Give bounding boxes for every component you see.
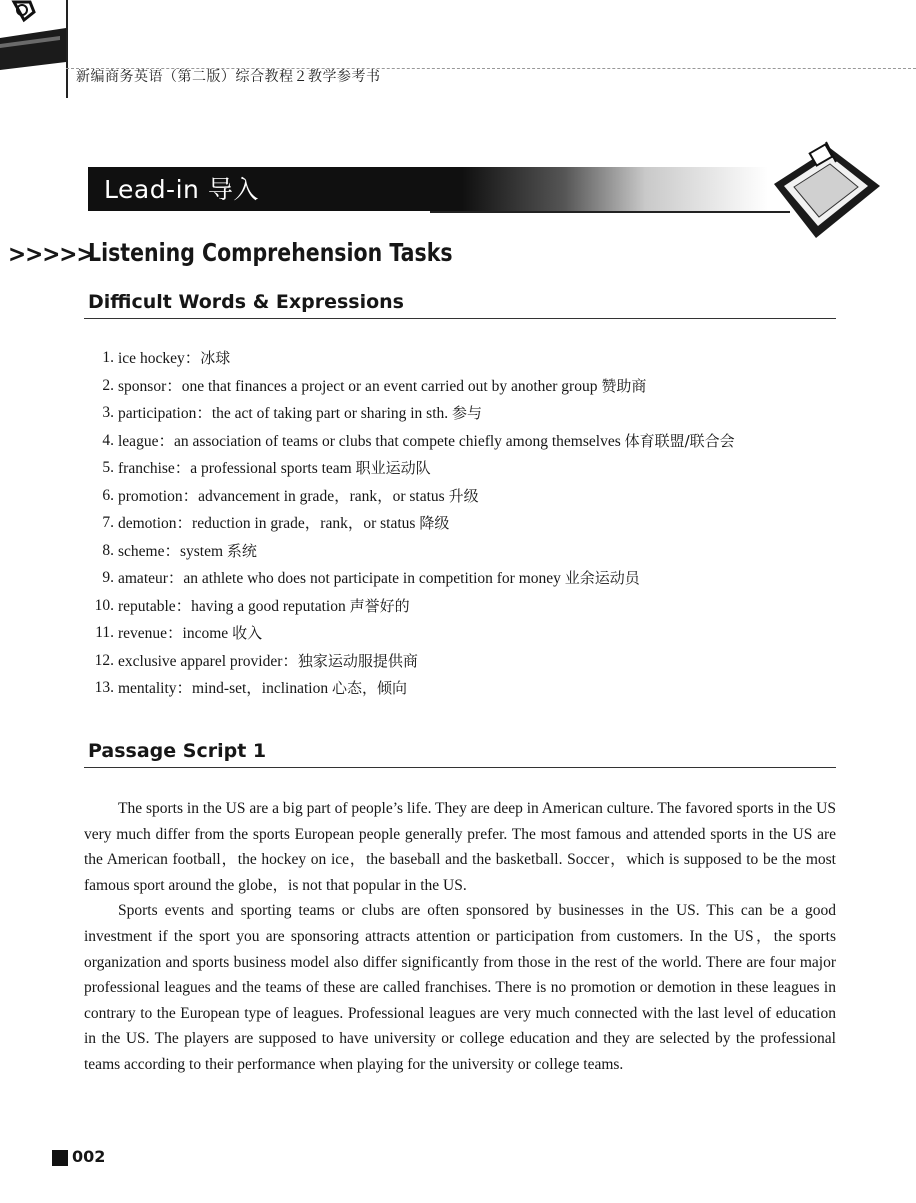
- word-translation: 降级: [419, 514, 450, 532]
- word-item: [92, 345, 852, 373]
- word-translation: 声誉好的: [349, 596, 410, 615]
- word-definition: league：an association of teams or clubs that compete chiefly among themselves: [118, 432, 625, 450]
- word-definition: sponsor：one that finances a project or an event carried out by another group: [118, 377, 602, 395]
- word-translation: 体育联盟/联合会: [624, 431, 735, 450]
- page-marker-icon: [52, 1150, 68, 1166]
- word-number: 8.: [102, 541, 114, 559]
- word-number: 11.: [95, 624, 114, 641]
- difficult-words-rule: [84, 318, 836, 319]
- word-list: [92, 345, 852, 703]
- page-number: 002: [72, 1147, 106, 1166]
- word-definition: promotion：advancement in grade，rank，or status: [118, 487, 449, 505]
- word-translation: 收入: [232, 624, 263, 642]
- word-number: 4.: [102, 431, 114, 449]
- passage-rule: [84, 767, 836, 768]
- difficult-words-heading: Difficult Words & Expressions: [88, 291, 404, 313]
- word-number: 12.: [94, 651, 114, 669]
- word-translation: 系统: [226, 541, 257, 560]
- word-item: [92, 373, 852, 401]
- word-definition: amateur：an athlete who does not participate in competition for money: [118, 570, 565, 587]
- passage-paragraph: The sports in the US are a big part of people’s life. They are deep in American culture. The favored sports in the US very much differ from the sports European people generally prefer. The most famous and attended sports in the US are the American football，the hockey on ice，the baseball and the basketball. Soccer，which is supposed to be the most famous sport around the globe，is not that popular in the US.: [84, 800, 836, 894]
- tablet-device-icon: [760, 140, 885, 250]
- word-translation: 独家运动服提供商: [297, 651, 418, 670]
- word-item: [92, 648, 852, 676]
- word-item: [92, 483, 852, 511]
- word-definition: reputable：having a good reputation: [118, 597, 350, 615]
- word-item: [92, 538, 852, 566]
- header-divider-vertical: [66, 0, 68, 98]
- word-item: [92, 455, 852, 483]
- word-translation: 冰球: [200, 349, 231, 367]
- section-title: Listening Comprehension Tasks: [88, 238, 453, 267]
- word-definition: ice hockey：: [118, 350, 201, 367]
- passage-heading: Passage Script 1: [88, 740, 267, 762]
- word-definition: demotion：reduction in grade，rank，or status: [118, 515, 420, 532]
- section-arrows-icon: >>>>>: [8, 240, 94, 268]
- word-number: 9.: [102, 569, 114, 586]
- word-translation: 参与: [452, 404, 483, 422]
- word-item: [92, 620, 852, 648]
- word-number: 13.: [94, 679, 114, 696]
- word-definition: mentality：mind-set，inclination: [118, 680, 332, 697]
- word-item: [92, 400, 852, 428]
- word-translation: 心态，倾向: [331, 679, 407, 697]
- word-number: 6.: [102, 486, 114, 504]
- word-number: 10.: [94, 596, 114, 614]
- word-translation: 升级: [448, 486, 479, 505]
- banner-underline: [430, 211, 790, 213]
- lead-in-title: Lead-in 导入: [104, 175, 259, 204]
- word-item: [92, 675, 852, 703]
- word-item: [92, 510, 852, 538]
- word-definition: scheme：system: [118, 542, 227, 560]
- corner-logo-icon: [0, 0, 70, 84]
- word-number: 7.: [102, 514, 114, 531]
- word-translation: 赞助商: [601, 376, 647, 395]
- word-number: 2.: [102, 376, 114, 394]
- word-item: [92, 565, 852, 593]
- word-definition: revenue：income: [118, 625, 233, 642]
- word-definition: exclusive apparel provider：: [118, 652, 298, 670]
- word-number: 5.: [102, 459, 114, 476]
- running-header: 新编商务英语（第二版）综合教程２教学参考书: [76, 69, 381, 85]
- word-translation: 职业运动队: [355, 459, 431, 477]
- word-number: 3.: [102, 404, 114, 421]
- word-definition: participation：the act of taking part or sharing in sth.: [118, 405, 453, 422]
- word-number: 1.: [102, 349, 114, 366]
- word-item: [92, 428, 852, 456]
- word-definition: franchise：a professional sports team: [118, 460, 356, 477]
- word-item: [92, 593, 852, 621]
- passage-paragraph: Sports events and sporting teams or clubs are often sponsored by businesses in the US. This can be a good investment if the sport you are sponsoring attracts attention or participation from customers. In the US，the sports organization and sports business model also differ significantly from those in the rest of the world. There are four major professional leagues and the teams of these are called franchises. There is no promotion or demotion in these leagues in contrary to the European type of leagues. Professional leagues are very much connected with the last level of education in the US. The players are supposed to have university or college education and they are selected by the professional teams according to their performance when playing for the university or college teams.: [84, 902, 836, 1073]
- passage-body: [84, 796, 836, 1078]
- word-translation: 业余运动员: [564, 569, 640, 587]
